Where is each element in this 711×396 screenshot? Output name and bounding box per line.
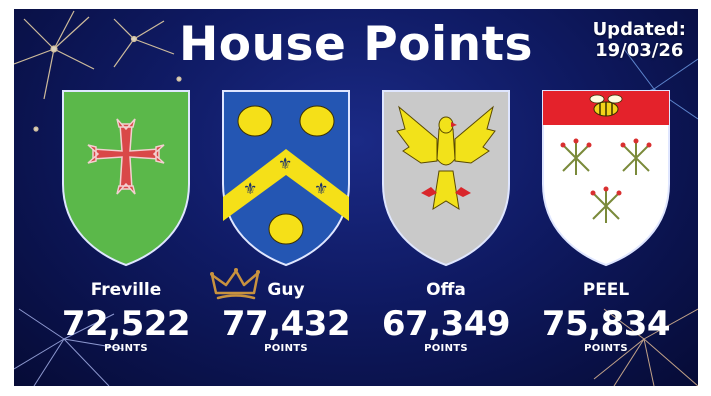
house-card-offa — [366, 89, 526, 354]
crown-icon — [210, 267, 266, 303]
house-points-unit: POINTS — [584, 343, 628, 354]
shield-offa-icon — [381, 89, 511, 267]
svg-text:⚜: ⚜ — [278, 154, 293, 173]
shield-guy-icon — [221, 89, 351, 267]
house-points-unit: POINTS — [104, 343, 148, 354]
shield-freville-icon — [61, 89, 191, 267]
house-name: PEEL — [582, 280, 630, 300]
house-points-unit: POINTS — [424, 343, 468, 354]
house-points-slide — [14, 9, 698, 386]
shield-peel-icon — [541, 89, 671, 267]
updated-label: Updated: — [592, 19, 686, 40]
house-card-guy — [206, 89, 366, 354]
house-points-value: 75,834 — [541, 304, 671, 344]
house-card-peel — [526, 89, 686, 354]
svg-text:⚜: ⚜ — [243, 179, 258, 198]
house-points-unit: POINTS — [264, 343, 308, 354]
updated-stamp — [593, 19, 686, 61]
page-title: House Points — [178, 17, 534, 72]
updated-date: 19/03/26 — [595, 40, 684, 61]
house-points-value: 77,432 — [221, 304, 351, 344]
house-name: Guy — [267, 280, 305, 300]
house-name: Offa — [426, 280, 466, 300]
svg-text:⚜: ⚜ — [314, 179, 329, 198]
house-points-value: 67,349 — [381, 304, 511, 344]
house-name: Freville — [90, 280, 162, 300]
house-card-freville — [46, 89, 206, 354]
house-points-value: 72,522 — [61, 304, 191, 344]
